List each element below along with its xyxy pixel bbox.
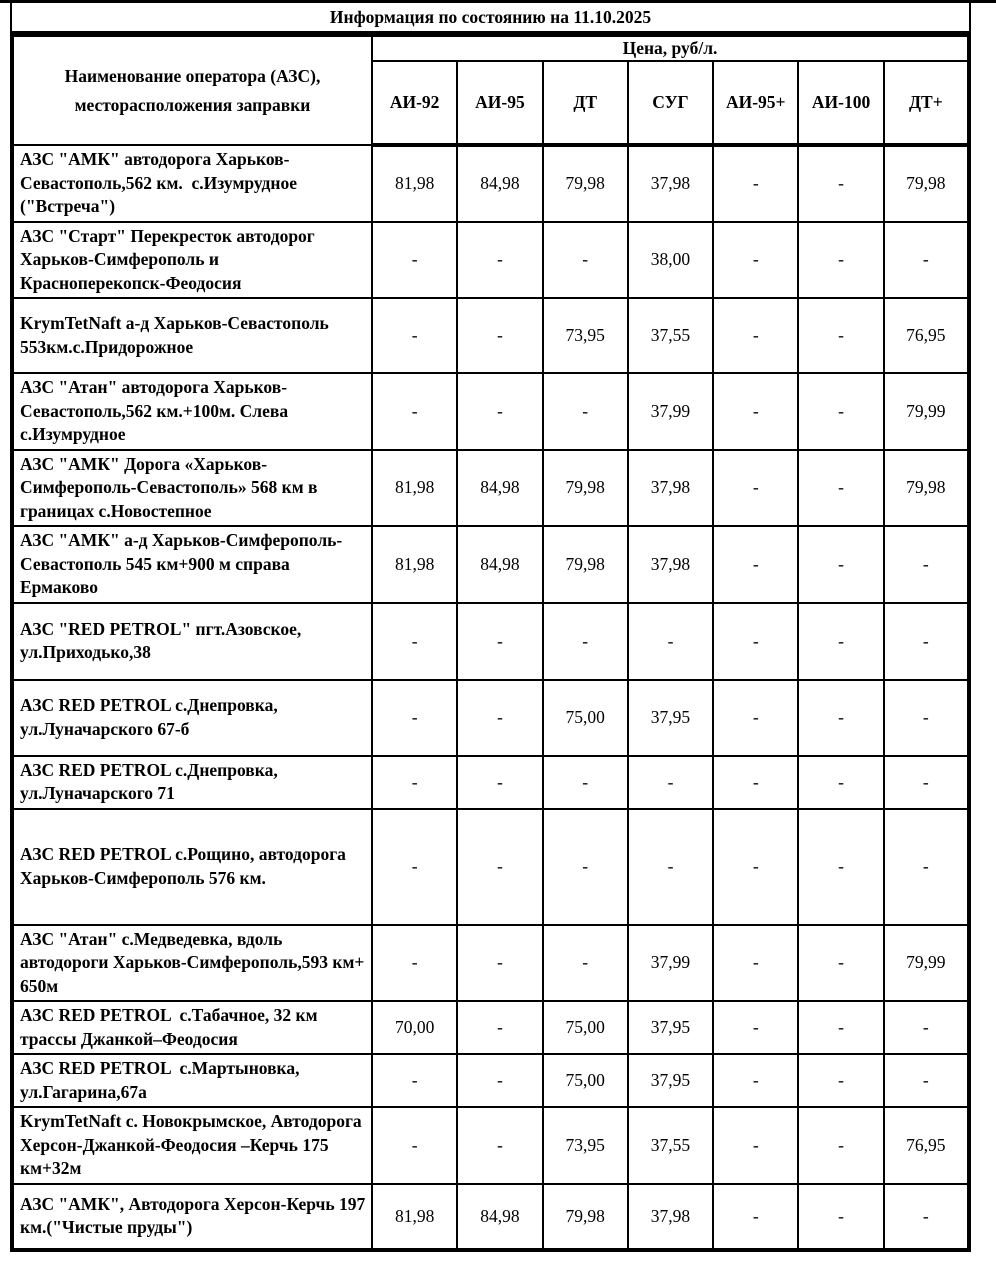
price-cell: - (884, 1001, 969, 1054)
operator-column-header: Наименование оператора (АЗС), месторасположения заправки (12, 35, 372, 145)
price-cell: 75,00 (543, 680, 628, 756)
price-cell: - (457, 1054, 542, 1107)
price-cell: 79,98 (884, 450, 969, 527)
price-cell: - (713, 925, 798, 1002)
price-cell: - (713, 603, 798, 680)
price-cell: - (543, 373, 628, 450)
table-header (12, 35, 969, 145)
price-cell: - (798, 373, 883, 450)
price-cell: - (884, 809, 969, 925)
price-cell: - (543, 809, 628, 925)
price-cell: - (798, 809, 883, 925)
table-row (12, 603, 969, 680)
price-cell: 76,95 (884, 298, 969, 373)
price-cell: 84,98 (457, 450, 542, 527)
station-name: АЗС "Атан" с.Медведевка, вдоль автодороги Харьков-Симферополь,593 км+ 650м (12, 925, 372, 1002)
header-row-top (12, 35, 969, 61)
price-cell: - (713, 222, 798, 299)
price-cell: - (543, 222, 628, 299)
fuel-column-header: СУГ (628, 61, 713, 145)
table-row (12, 222, 969, 299)
price-cell: 73,95 (543, 298, 628, 373)
station-name: KrymTetNaft а-д Харьков-Севастополь 553км.с.Придорожное (12, 298, 372, 373)
price-cell: - (713, 809, 798, 925)
price-cell: 79,98 (543, 145, 628, 222)
price-cell: - (372, 373, 457, 450)
price-cell: - (713, 1054, 798, 1107)
price-cell: - (372, 680, 457, 756)
price-cell: - (543, 756, 628, 809)
table-row (12, 298, 969, 373)
table-body (12, 145, 969, 1250)
price-cell: - (713, 298, 798, 373)
table-row (12, 1054, 969, 1107)
price-cell: 38,00 (628, 222, 713, 299)
price-cell: - (628, 809, 713, 925)
price-cell: - (884, 680, 969, 756)
price-cell: 84,98 (457, 526, 542, 603)
table-row (12, 680, 969, 756)
price-cell: - (372, 222, 457, 299)
station-name: АЗС RED PETROL с.Табачное, 32 км трассы Джанкой–Феодосия (12, 1001, 372, 1054)
price-cell: - (543, 603, 628, 680)
station-name: АЗС "RED PETROL" пгт.Азовское, ул.Приходько,38 (12, 603, 372, 680)
fuel-column-header: АИ-95 (457, 61, 542, 145)
station-name: АЗС "Атан" автодорога Харьков-Севастополь,562 км.+100м. Слева с.Изумрудное (12, 373, 372, 450)
price-cell: - (457, 373, 542, 450)
price-cell: - (884, 222, 969, 299)
price-cell: - (884, 1184, 969, 1250)
price-cell: - (798, 145, 883, 222)
price-cell: - (713, 145, 798, 222)
table-row (12, 145, 969, 222)
price-cell: - (713, 373, 798, 450)
fuel-price-table (10, 33, 971, 1252)
price-cell: - (713, 680, 798, 756)
price-cell: 84,98 (457, 1184, 542, 1250)
price-cell: - (457, 809, 542, 925)
price-cell: - (457, 756, 542, 809)
price-cell: - (798, 756, 883, 809)
price-cell: - (372, 298, 457, 373)
station-name: АЗС RED PETROL с.Мартыновка, ул.Гагарина,67а (12, 1054, 372, 1107)
price-group-header: Цена, руб/л. (372, 35, 969, 61)
price-cell: - (798, 680, 883, 756)
fuel-column-header: ДТ (543, 61, 628, 145)
station-name: АЗС RED PETROL с.Днепровка, ул.Луначарского 67-б (12, 680, 372, 756)
price-cell: 81,98 (372, 145, 457, 222)
table-row (12, 809, 969, 925)
price-cell: - (372, 809, 457, 925)
table-row (12, 526, 969, 603)
price-cell: 37,55 (628, 1107, 713, 1184)
price-cell: 73,95 (543, 1107, 628, 1184)
price-cell: 79,98 (543, 450, 628, 527)
price-cell: 79,98 (884, 145, 969, 222)
price-cell: - (798, 925, 883, 1002)
price-cell: - (457, 1107, 542, 1184)
document-body (10, 3, 971, 1252)
price-cell: - (713, 450, 798, 527)
price-cell: - (543, 925, 628, 1002)
fuel-column-header: АИ-95+ (713, 61, 798, 145)
price-cell: 37,99 (628, 925, 713, 1002)
station-name: АЗС "АМК" а-д Харьков-Симферополь-Севастополь 545 км+900 м справа Ермаково (12, 526, 372, 603)
price-cell: 84,98 (457, 145, 542, 222)
price-cell: - (798, 603, 883, 680)
price-cell: - (713, 1001, 798, 1054)
price-cell: 37,98 (628, 526, 713, 603)
table-row (12, 925, 969, 1002)
price-cell: 76,95 (884, 1107, 969, 1184)
price-cell: - (457, 925, 542, 1002)
price-cell: - (372, 756, 457, 809)
price-cell: - (372, 1107, 457, 1184)
price-cell: - (884, 526, 969, 603)
price-cell: 70,00 (372, 1001, 457, 1054)
fuel-column-header: ДТ+ (884, 61, 969, 145)
price-cell: - (628, 756, 713, 809)
station-name: АЗС "Старт" Перекресток автодорог Харьков-Симферополь и Красноперекопск-Феодосия (12, 222, 372, 299)
station-name: АЗС "АМК" Дорога «Харьков-Симферополь-Севастополь» 568 км в границах с.Новостепное (12, 450, 372, 527)
table-row (12, 373, 969, 450)
price-cell: 79,98 (543, 1184, 628, 1250)
price-cell: - (457, 603, 542, 680)
price-cell: 75,00 (543, 1001, 628, 1054)
price-cell: - (713, 1184, 798, 1250)
price-cell: 79,98 (543, 526, 628, 603)
price-cell: 37,99 (628, 373, 713, 450)
station-name: АЗС RED PETROL с.Рощино, автодорога Харьков-Симферополь 576 км. (12, 809, 372, 925)
price-cell: - (457, 680, 542, 756)
price-cell: 37,98 (628, 1184, 713, 1250)
table-row (12, 756, 969, 809)
price-cell: - (884, 1054, 969, 1107)
table-row (12, 450, 969, 527)
station-name: АЗС "АМК", Автодорога Херсон-Керчь 197 км.("Чистые пруды") (12, 1184, 372, 1250)
price-cell: 37,98 (628, 450, 713, 527)
price-cell: - (713, 1107, 798, 1184)
price-cell: - (628, 603, 713, 680)
price-cell: 81,98 (372, 450, 457, 527)
price-cell: - (798, 450, 883, 527)
price-cell: 79,99 (884, 925, 969, 1002)
price-cell: - (798, 1107, 883, 1184)
fuel-column-header: АИ-92 (372, 61, 457, 145)
price-cell: 37,98 (628, 145, 713, 222)
table-row (12, 1001, 969, 1054)
price-cell: 75,00 (543, 1054, 628, 1107)
price-cell: - (798, 1184, 883, 1250)
price-cell: 81,98 (372, 1184, 457, 1250)
station-name: АЗС "АМК" автодорога Харьков-Севастополь,562 км. с.Изумрудное ("Встреча") (12, 145, 372, 222)
price-cell: - (457, 1001, 542, 1054)
price-cell: 79,99 (884, 373, 969, 450)
price-cell: 37,95 (628, 680, 713, 756)
price-cell: - (798, 1054, 883, 1107)
fuel-column-header: АИ-100 (798, 61, 883, 145)
price-cell: - (372, 1054, 457, 1107)
price-cell: - (372, 925, 457, 1002)
price-cell: 37,95 (628, 1054, 713, 1107)
station-name: АЗС RED PETROL с.Днепровка, ул.Луначарского 71 (12, 756, 372, 809)
price-cell: - (457, 222, 542, 299)
price-cell: - (713, 526, 798, 603)
price-cell: - (457, 298, 542, 373)
table-row (12, 1107, 969, 1184)
price-cell: - (798, 526, 883, 603)
price-cell: 37,95 (628, 1001, 713, 1054)
price-cell: - (884, 603, 969, 680)
price-cell: - (798, 1001, 883, 1054)
price-cell: - (798, 298, 883, 373)
table-row (12, 1184, 969, 1250)
document-title: Информация по состоянию на 11.10.2025 (10, 3, 971, 33)
price-cell: - (798, 222, 883, 299)
price-cell: 37,55 (628, 298, 713, 373)
price-cell: - (372, 603, 457, 680)
price-cell: - (884, 756, 969, 809)
price-cell: - (713, 756, 798, 809)
price-cell: 81,98 (372, 526, 457, 603)
station-name: KrymTetNaft с. Новокрымское, Автодорога Херсон-Джанкой-Феодосия –Керчь 175 км+32м (12, 1107, 372, 1184)
